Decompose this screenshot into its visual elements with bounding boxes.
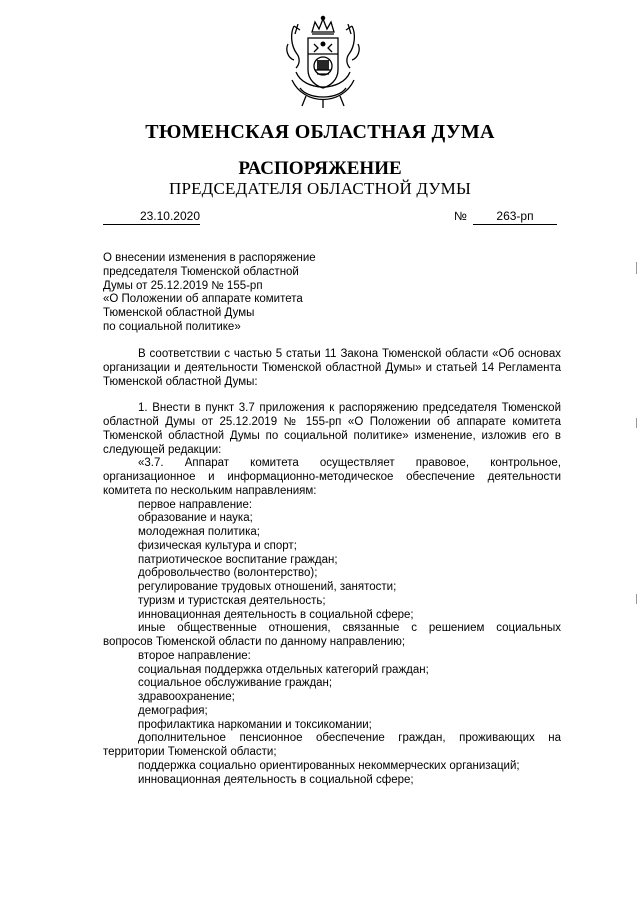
- list-item: первое направление:: [138, 498, 253, 511]
- list-item: демография;: [138, 704, 208, 717]
- document-body: [103, 348, 561, 787]
- scan-edge-mark: [636, 594, 637, 604]
- preamble-paragraph: В соответствии с частью 5 статьи 11 Закона Тюменской области «Об основах организации и деятельности Тюменской областной Думы» и статьей 14 Регламента Тюменской областной Думы:: [103, 348, 561, 388]
- list-item-wrapped: иные общественные отношения, связанные с решением социальных вопросов Тюменской области по данному направлению;: [103, 622, 561, 648]
- subject-line: по социальной политике»: [103, 320, 241, 333]
- organization-title: ТЮМЕНСКАЯ ОБЛАСТНАЯ ДУМА: [145, 121, 495, 143]
- list-item: здравоохранение;: [138, 691, 235, 703]
- list-item: второе направление:: [138, 649, 251, 662]
- list-item: инновационная деятельность в социальной сфере;: [138, 773, 414, 786]
- subject-line: Тюменской областной Думы: [103, 307, 255, 320]
- point-1-paragraph: 1. Внести в пункт 3.7 приложения к распоряжению председателя Тюменской областной Думы от 25.12.2019 № 155-рп «О Положении об аппарате комитета Тюменской областной Думы по социальной политике» изменение, изложив его в следующей редакции:: [103, 402, 561, 456]
- list-item: поддержка социально ориентированных некоммерческих организаций;: [138, 759, 520, 772]
- clause-3-7-paragraph: «3.7. Аппарат комитета осуществляет правовое, контрольное, организационное и информационно-методическое обеспечение деятельности комитета по нескольким направлениям:: [103, 457, 561, 497]
- subject-line: «О Положении об аппарате комитета: [103, 293, 303, 306]
- list-item: патриотическое воспитание граждан;: [138, 553, 338, 566]
- list-item: инновационная деятельность в социальной сфере;: [138, 608, 414, 621]
- list-item: регулирование трудовых отношений, занятости;: [138, 581, 397, 593]
- document-date: 23.10.2020: [103, 209, 200, 225]
- document-type: РАСПОРЯЖЕНИЕ: [238, 158, 402, 179]
- subject-line: О внесении изменения в распоряжение: [103, 252, 316, 264]
- list-item: молодежная политика;: [138, 526, 260, 538]
- scan-edge-mark: [636, 418, 637, 428]
- list-item: добровольчество (волонтерство);: [138, 567, 318, 580]
- list-item: социальная поддержка отдельных категорий граждан;: [138, 663, 429, 676]
- list-item: социальное обслуживание граждан;: [138, 677, 333, 690]
- subject-line: председателя Тюменской областной: [103, 265, 299, 278]
- list-item: туризм и туристская деятельность;: [138, 594, 326, 607]
- list-item-wrapped: дополнительное пенсионное обеспечение граждан, проживающих на территории Тюменской области;: [103, 732, 561, 758]
- coat-of-arms-emblem: [282, 14, 364, 110]
- number-sign: №: [454, 209, 467, 223]
- list-item: образование и наука;: [138, 512, 253, 525]
- document-number: 263-рп: [473, 209, 557, 225]
- document-type-subtitle: ПРЕДСЕДАТЕЛЯ ОБЛАСТНОЙ ДУМЫ: [168, 179, 472, 198]
- scan-edge-mark: [636, 262, 637, 274]
- list-item: физическая культура и спорт;: [138, 539, 297, 552]
- document-subject: [103, 252, 316, 335]
- list-item: профилактика наркомании и токсикомании;: [138, 718, 372, 731]
- subject-line: Думы от 25.12.2019 № 155-рп: [103, 279, 263, 292]
